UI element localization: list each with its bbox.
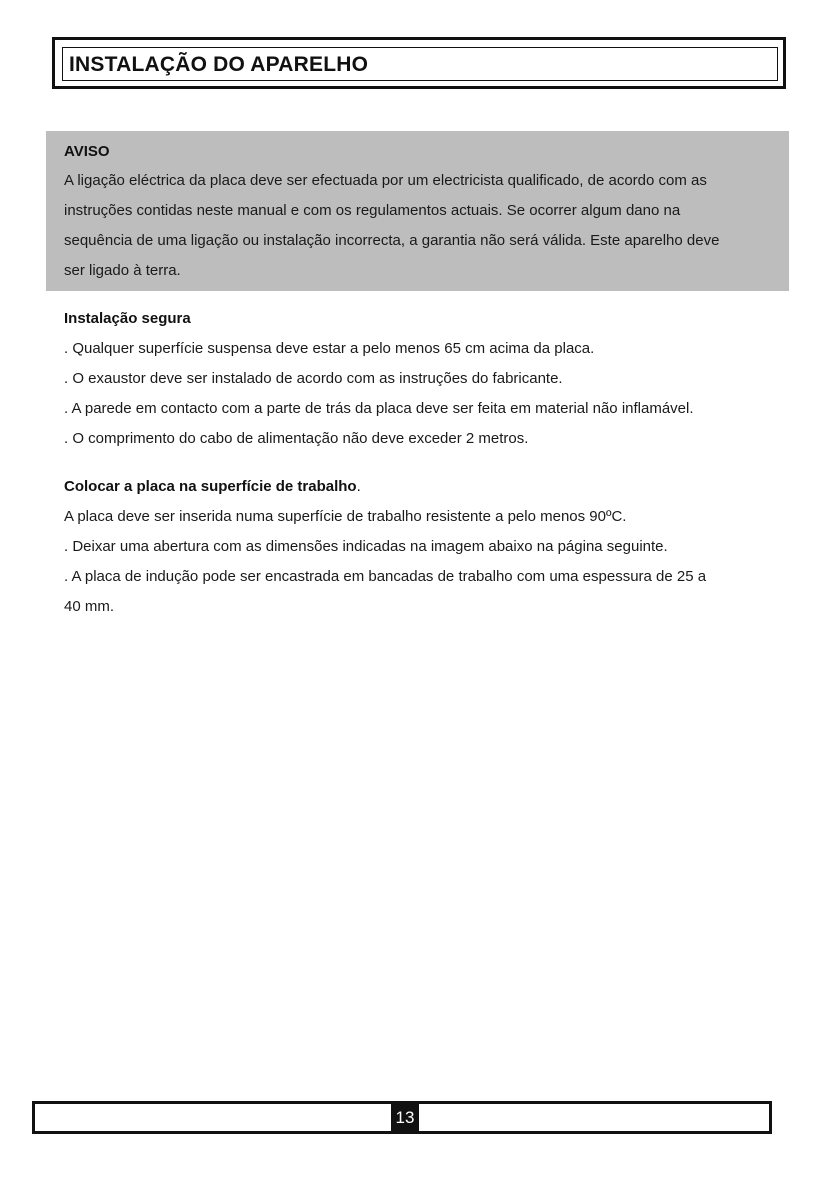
- page-title-frame: [52, 37, 786, 89]
- warning-text-line: instruções contidas neste manual e com os regulamentos actuais. Se ocorrer algum dano na: [64, 202, 681, 219]
- worktop-text-line: 40 mm.: [64, 598, 115, 615]
- warning-text-line: sequência de uma ligação ou instalação incorrecta, a garantia não será válida. Este aparelho deve: [64, 232, 720, 249]
- worktop-text-line: . Deixar uma abertura com as dimensões indicadas na imagem abaixo na página seguinte.: [64, 538, 668, 555]
- warning-text-line: ser ligado à terra.: [64, 262, 181, 279]
- worktop-heading-period: .: [356, 478, 361, 495]
- worktop-text-line: . A placa de indução pode ser encastrada em bancadas de trabalho com uma espessura de 25 a: [64, 568, 707, 585]
- safe-installation-item: . A parede em contacto com a parte de trás da placa deve ser feita em material não inflamável.: [64, 400, 694, 417]
- safe-installation-heading: Instalação segura: [64, 310, 191, 327]
- safe-installation-item: . O comprimento do cabo de alimentação não deve exceder 2 metros.: [64, 430, 529, 447]
- safe-installation-item: . Qualquer superfície suspensa deve estar a pelo menos 65 cm acima da placa.: [64, 340, 595, 357]
- worktop-text-line: A placa deve ser inserida numa superfície de trabalho resistente a pelo menos 90ºC.: [64, 508, 627, 525]
- page-title: INSTALAÇÃO DO APARELHO: [69, 53, 369, 76]
- worktop-heading-text: Colocar a placa na superfície de trabalho: [64, 478, 357, 495]
- page-number: 13: [391, 1101, 419, 1134]
- safe-installation-item: . O exaustor deve ser instalado de acordo com as instruções do fabricante.: [64, 370, 563, 387]
- page-title-inner-frame: [62, 47, 778, 81]
- worktop-heading: [64, 478, 361, 495]
- warning-title: AVISO: [64, 143, 110, 160]
- warning-text-line: A ligação eléctrica da placa deve ser efectuada por um electricista qualificado, de acordo com as: [64, 172, 707, 189]
- warning-box: [46, 131, 789, 291]
- page-footer: [32, 1101, 772, 1134]
